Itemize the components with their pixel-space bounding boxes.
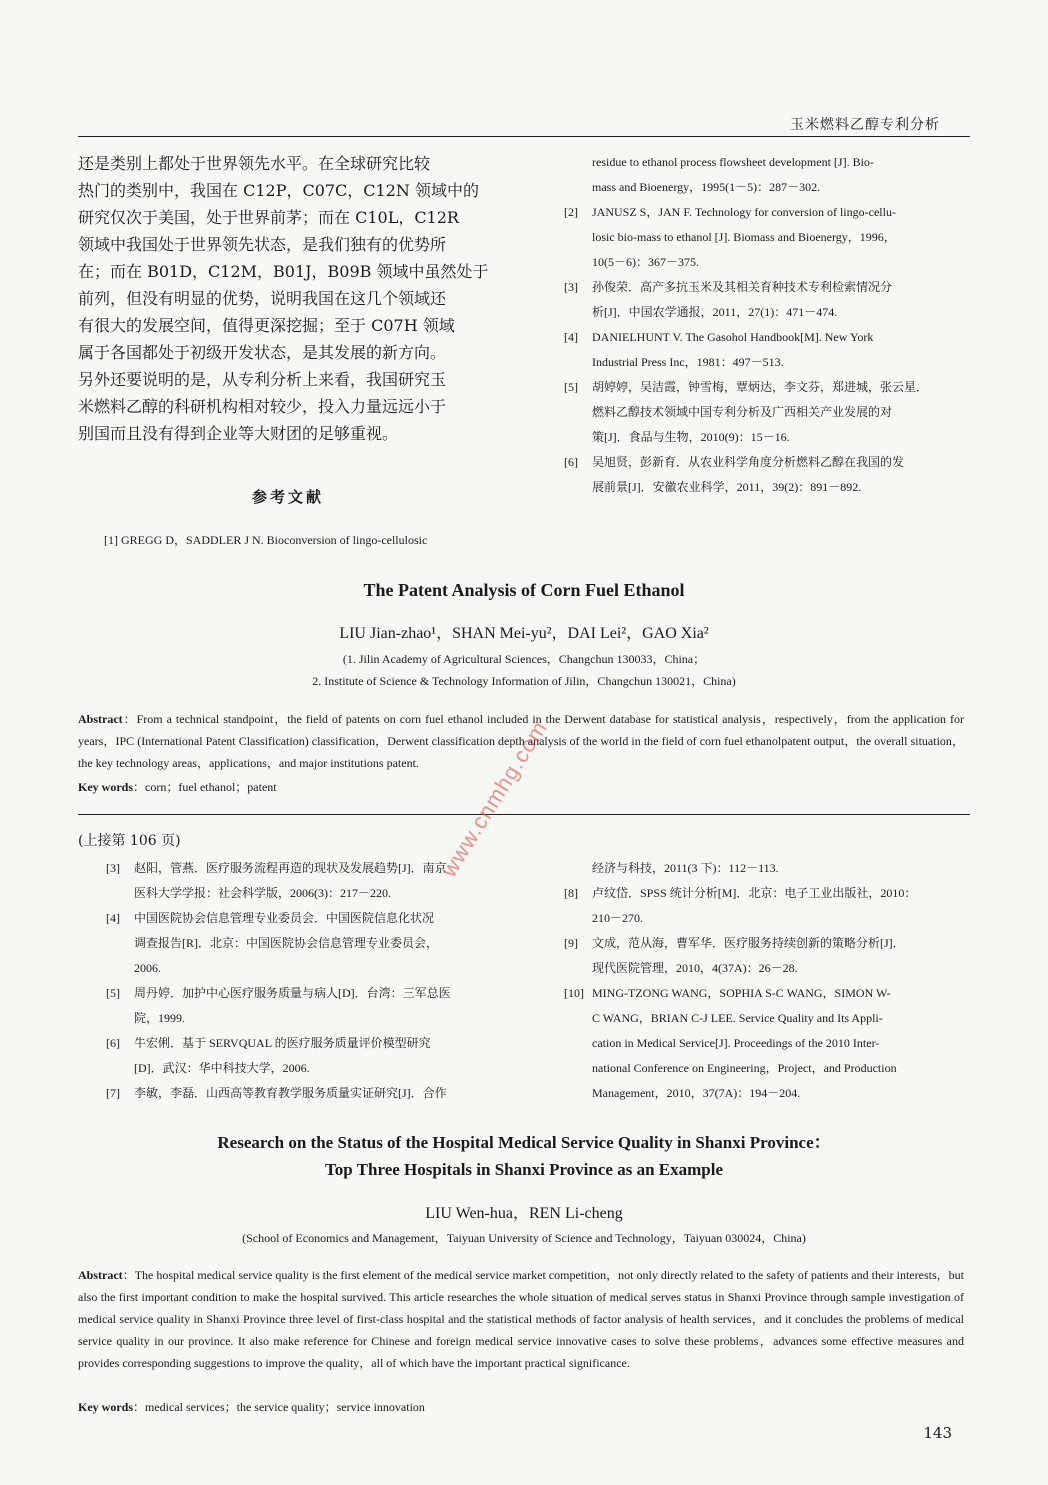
article1-authors: LIU Jian-zhao¹，SHAN Mei-yu²，DAI Lei²，GAO Xia² xyxy=(339,625,709,642)
page-number: 143 xyxy=(923,1424,952,1442)
body-line: 研究仅次于美国，处于世界前茅；而在 C10L，C12R xyxy=(78,208,459,227)
reference-text: 210－270. xyxy=(592,911,644,925)
keywords-label: Key words xyxy=(78,1400,133,1414)
reference-text: 院，1999. xyxy=(134,1011,186,1025)
reference-text: 医科大学学报：社会科学版，2006(3)：217－220. xyxy=(134,886,391,900)
reference-item xyxy=(564,325,974,375)
reference-text: 卢纹岱．SPSS 统计分析[M]．北京：电子工业出版社，2010： xyxy=(592,886,917,900)
body-line: 前列，但没有明显的优势，说明我国在这几个领域还 xyxy=(78,289,447,308)
reference-text: 2006. xyxy=(134,961,161,975)
article2-abstract xyxy=(78,1264,964,1374)
reference-item xyxy=(564,450,974,500)
reference-number: [8] xyxy=(564,886,578,900)
article1-keywords xyxy=(78,778,277,795)
reference-number: [5] xyxy=(564,380,578,394)
reference-text: 中国医院协会信息管理专业委员会．中国医院信息化状况 xyxy=(134,911,435,925)
continued-note: (上接第 106 页) xyxy=(78,833,181,849)
body-line: 米燃料乙醇的科研机构相对较少，投入力量远远小于 xyxy=(78,397,447,416)
reference-text: 胡婷婷，吴洁霞，钟雪梅，覃炳达，李文芬，郑进城，张云星． xyxy=(592,380,929,394)
abstract-label: Abstract xyxy=(78,1268,123,1282)
article2-title-line2: Top Three Hospitals in Shanxi Province as an Example xyxy=(324,1160,723,1179)
reference-item xyxy=(106,906,516,981)
reference-item xyxy=(106,1081,516,1106)
reference-number: [10] xyxy=(564,986,584,1000)
reference-item xyxy=(564,375,974,450)
reference-text: 赵阳，管燕．医疗服务流程再造的现状及发展趋势[J]．南京 xyxy=(134,861,447,875)
reference-text: 展前景[J]．安徽农业科学，2011，39(2)：891－892. xyxy=(592,480,862,494)
reference-text: residue to ethanol process flowsheet development [J]. Bio- xyxy=(592,155,874,169)
reference-text: JANUSZ S，JAN F. Technology for conversion of lingo-cellu- xyxy=(592,205,896,219)
reference-number: [6] xyxy=(106,1036,120,1050)
reference-number: [7] xyxy=(106,1086,120,1100)
reference-number: [3] xyxy=(564,280,578,294)
body-line: 还是类别上都处于世界领先水平。在全球研究比较 xyxy=(78,154,431,173)
watermark: www.cnmhg.com xyxy=(436,715,553,882)
body-line: 领域中我国处于世界领先状态，是我们独有的优势所 xyxy=(78,235,447,254)
reference-text: C WANG，BRIAN C-J LEE. Service Quality and Its Appli- xyxy=(592,1011,883,1025)
reference-item xyxy=(564,856,974,881)
keywords-text: ：corn；fuel ethanol；patent xyxy=(133,780,277,794)
body-line: 热门的类别中，我国在 C12P，C07C，C12N 领域中的 xyxy=(78,181,479,200)
reference-text: 燃料乙醇技术领域中国专利分析及广西相关产业发展的对 xyxy=(592,405,893,419)
article1-affiliation-2: 2. Institute of Science & Technology Information of Jilin，Changchun 130021，China) xyxy=(312,674,736,688)
article1-title: The Patent Analysis of Corn Fuel Ethanol xyxy=(363,580,685,600)
reference-text: [D]．武汉：华中科技大学，2006. xyxy=(134,1061,310,1075)
references-heading: 参考文献 xyxy=(251,488,324,506)
reference-number: [9] xyxy=(564,936,578,950)
article2-keywords xyxy=(78,1398,425,1415)
abstract-text: ：The hospital medical service quality is the first element of the medical service market competition，not only directly related to the safety of patients and their interests，but also the first important condition to make the hospital survived. This article researches the whole situation of medical serves status in Shanxi Province through sample investigation of medical service quality in Shanxi Province three level of first-class hospital and the statistical methods of factor analysis of health services，and it concludes the problems of medical service quality in our province. It also make reference for Chinese and foreign medical service innovative cases to solve these problems，advances some effective measures and provides corresponding suggestions to improve the quality，all of which have the important practical significance. xyxy=(78,1268,964,1370)
left-column-body xyxy=(78,150,498,447)
reference-text: losic bio-mass to ethanol [J]. Biomass and Bioenergy，1996， xyxy=(592,230,896,244)
reference-text: DANIELHUNT V. The Gasohol Handbook[M]. New York xyxy=(592,330,874,344)
reference-item xyxy=(564,981,974,1106)
abstract-text: ：From a technical standpoint，the field of patents on corn fuel ethanol included in the Derwent database for statistical analysis，respectively，from the application for years，IPC (International Patent Classification) classification，Derwent classification depth analysis of the world in the field of corn fuel ethanolpatent output，the overall situation，the key technology areas，applications，and major institutions patent. xyxy=(78,712,964,770)
section-rule xyxy=(78,814,970,815)
reference-text: Management，2010，37(7A)：194－204. xyxy=(592,1086,801,1100)
reference-number: [4] xyxy=(564,330,578,344)
reference-text: 牛宏俐．基于 SERVQUAL 的医疗服务质量评价模型研究 xyxy=(134,1036,431,1050)
reference-text: 吴旭贤，彭新育．从农业科学角度分析燃料乙醇在我国的发 xyxy=(592,455,905,469)
abstract-label: Abstract xyxy=(78,712,123,726)
reference-text: MING-TZONG WANG，SOPHIA S-C WANG，SIMON W- xyxy=(592,986,891,1000)
reference-text: mass and Bioenergy，1995(1－5)：287－302. xyxy=(592,180,821,194)
reference-item xyxy=(564,200,974,275)
reference-text: 现代医院管理，2010，4(37A)：26－28. xyxy=(592,961,798,975)
body-line: 另外还要说明的是，从专利分析上来看，我国研究玉 xyxy=(78,370,447,389)
reference-number: [5] xyxy=(106,986,120,1000)
keywords-text: ：medical services；the service quality；service innovation xyxy=(133,1400,425,1414)
reference-item xyxy=(564,931,974,981)
header-rule xyxy=(78,136,970,137)
reference-text: 经济与科技，2011(3 下)：112－113. xyxy=(592,861,779,875)
running-header: 玉米燃料乙醇专利分析 xyxy=(790,117,940,133)
body-line: 别国而且没有得到企业等大财团的足够重视。 xyxy=(78,424,399,443)
article1-affiliation-1: (1. Jilin Academy of Agricultural Sciences，Changchun 130033，China； xyxy=(342,652,706,666)
right-references-2 xyxy=(564,856,974,1106)
article2-affiliation: (School of Economics and Management，Taiyuan University of Science and Technology，Taiyuan 030024，China) xyxy=(242,1231,806,1245)
reference-text: 析[J]．中国农学通报，2011，27(1)：471－474. xyxy=(592,305,838,319)
reference-text: 策[J]．食品与生物，2010(9)：15－16. xyxy=(592,430,790,444)
article2-title-line1: Research on the Status of the Hospital Medical Service Quality in Shanxi Province： xyxy=(217,1133,831,1152)
reference-text: 调查报告[R]．北京：中国医院协会信息管理专业委员会， xyxy=(134,936,438,950)
reference-text: 10(5－6)：367－375. xyxy=(592,255,699,269)
reference-number: [2] xyxy=(564,205,578,219)
body-line: 在；而在 B01D，C12M，B01J，B09B 领域中虽然处于 xyxy=(78,262,489,281)
right-column-references xyxy=(564,150,974,500)
left-references-2 xyxy=(106,856,516,1106)
body-line: 有很大的发展空间，值得更深挖掘；至于 C07H 领域 xyxy=(78,316,455,335)
reference-item xyxy=(564,150,974,200)
reference-item xyxy=(106,981,516,1031)
reference-text: Industrial Press Inc，1981：497－513. xyxy=(592,355,784,369)
reference-item xyxy=(564,881,974,931)
reference-text: 孙俊荣．高产多抗玉米及其相关育种技术专利检索情况分 xyxy=(592,280,893,294)
reference-text: 李敏，李磊．山西高等教育教学服务质量实证研究[J]．合作 xyxy=(134,1086,447,1100)
reference-text: 文成，范从海，曹军华．医疗服务持续创新的策略分析[J]． xyxy=(592,936,905,950)
article2-authors: LIU Wen-hua，REN Li-cheng xyxy=(425,1205,623,1222)
reference-text: cation in Medical Service[J]. Proceedings of the 2010 Inter- xyxy=(592,1036,880,1050)
reference-1: [1] GREGG D，SADDLER J N. Bioconversion of lingo-cellulosic xyxy=(104,533,428,547)
reference-number: [6] xyxy=(564,455,578,469)
reference-item xyxy=(106,1031,516,1081)
reference-text: national Conference on Engineering，Project，and Production xyxy=(592,1061,897,1075)
body-line: 属于各国都处于初级开发状态，是其发展的新方向。 xyxy=(78,343,447,362)
reference-number: [3] xyxy=(106,861,120,875)
keywords-label: Key words xyxy=(78,780,133,794)
reference-text: 周丹婷．加护中心医疗服务质量与病人[D]．台湾：三军总医 xyxy=(134,986,451,1000)
reference-number: [4] xyxy=(106,911,120,925)
reference-item xyxy=(564,275,974,325)
